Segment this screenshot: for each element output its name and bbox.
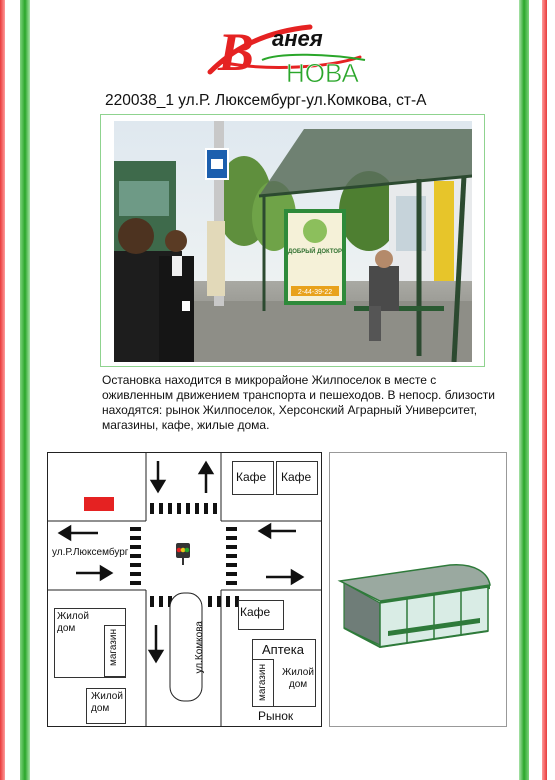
street-label-vertical: ул.Комкова: [194, 621, 205, 674]
ad-title: ДОБРЫЙ ДОКТОР: [287, 249, 343, 255]
left-red-stripe: [0, 0, 5, 780]
bus-shelter-illustration: [330, 453, 506, 726]
shop-label-1: магазин: [108, 629, 119, 667]
cafe-label-3: Кафе: [240, 605, 271, 619]
housing-label-2: Жилой дом: [91, 691, 123, 714]
stop-marker: [84, 497, 114, 511]
logo-letter: В: [218, 22, 255, 82]
right-green-stripe: [519, 0, 529, 780]
page-title: 220038_1 ул.Р. Люксембург-ул.Комкова, ст-А: [105, 92, 427, 109]
ad-phone: 2-44-39-22: [297, 289, 333, 296]
housing-label-1: Жилой дом: [57, 611, 89, 634]
photo-frame: [100, 114, 485, 367]
logo-word-top: анея: [272, 26, 323, 51]
company-logo: [200, 12, 370, 90]
market-label: Рынок: [258, 709, 294, 723]
location-map: [47, 452, 322, 727]
logo-word-bottom: НОВА: [286, 58, 359, 88]
cafe-label-2: Кафе: [281, 470, 312, 484]
shelter-illustration-box: [329, 452, 507, 727]
housing-label-3: Жилой дом: [282, 667, 314, 690]
cafe-block-3: [238, 600, 284, 630]
left-green-stripe: [20, 0, 30, 780]
pharmacy-label: Аптека: [262, 642, 304, 657]
bus-stop-photo: [114, 121, 472, 362]
shop-label-2: магазин: [257, 664, 268, 702]
cafe-label-1: Кафе: [236, 470, 267, 484]
right-red-stripe: [542, 0, 547, 780]
location-description: Остановка находится в микрорайоне Жилпоселок в месте с оживленным движением транспорта и пешеходов. В непоср. близости находятся: рынок Жилпоселок, Херсонский Аграрный Университет, магазины, кафе, жилые дома.: [102, 373, 495, 432]
street-label-horizontal: ул.Р.Люксембург: [52, 547, 129, 558]
